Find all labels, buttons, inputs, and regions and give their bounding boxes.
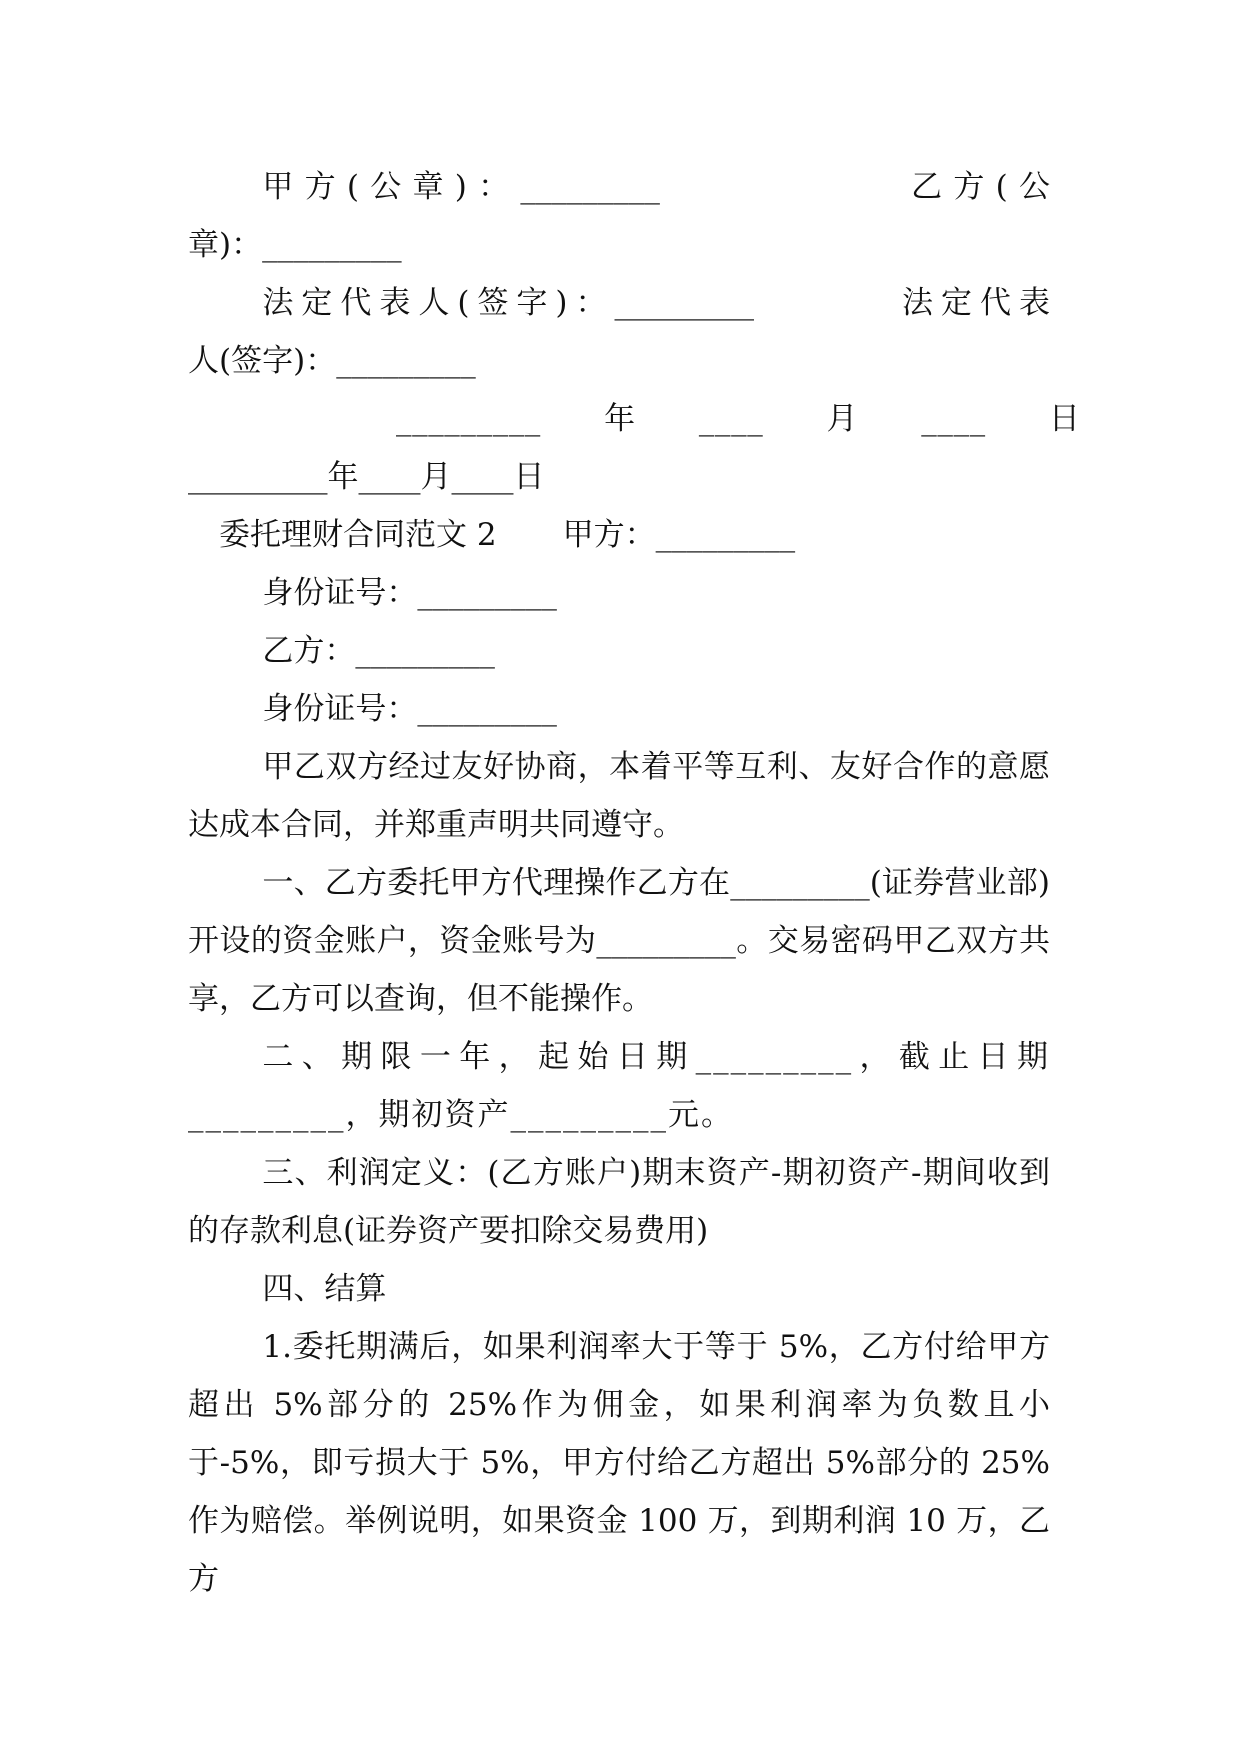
party-a-id-field: 身份证号：_________ xyxy=(262,575,557,611)
party-b-seal-line-cont xyxy=(188,216,1050,274)
paragraph-clause-4-heading: 四、结算 xyxy=(262,1271,387,1307)
party-b-legal-rep-label-start: 法定代表 xyxy=(894,285,1050,321)
contract-title-line xyxy=(188,506,1050,564)
contract-title: 委托理财合同范文 2 xyxy=(219,517,497,553)
party-b-date: _________年____月____日 xyxy=(188,459,545,495)
party-b-legal-rep-label-end: 人(签字)：_________ xyxy=(188,343,476,379)
paragraph-clause-1: 一、乙方委托甲方代理操作乙方在_________(证券营业部)开设的资金账户，资金账号为_________。交易密码甲乙双方共享，乙方可以查询，但不能操作。 xyxy=(188,865,1050,1017)
date-line-party-a xyxy=(188,390,1081,448)
party-b-id-line xyxy=(188,680,1050,738)
party-b-name-field: 乙方：_________ xyxy=(262,633,495,669)
legal-rep-line xyxy=(188,274,1050,332)
legal-rep-line-cont xyxy=(188,332,1050,390)
paragraph-agreement: 甲乙双方经过友好协商，本着平等互利、友好合作的意愿达成本合同，并郑重声明共同遵守。 xyxy=(188,749,1050,843)
party-a-id-line xyxy=(188,564,1050,622)
date-line-party-b xyxy=(188,448,1050,506)
party-b-seal-label-start: 乙方(公 xyxy=(899,169,1050,205)
paragraph-clause-3: 三、利润定义：(乙方账户)期末资产-期初资产-期间收到的存款利息(证券资产要扣除交易费用) xyxy=(188,1155,1050,1249)
party-a-date: _________ 年 ____ 月 ____ 日 xyxy=(396,401,1081,437)
party-a-legal-rep-label: 法定代表人(签字)：_________ xyxy=(262,285,755,321)
paragraph-clause-2: 二、期限一年，起始日期_________，截止日期_________，期初资产_________元。 xyxy=(188,1039,1050,1133)
party-b-name-line xyxy=(188,622,1050,680)
party-a-name-field: 甲方：_________ xyxy=(562,517,796,553)
party-b-seal-label-end: 章)：_________ xyxy=(188,227,402,263)
party-a-seal-label: 甲方(公章)：_________ xyxy=(262,169,660,205)
signature-party-a-seal-line xyxy=(188,158,1050,216)
document-body xyxy=(188,158,1081,1608)
party-b-id-field: 身份证号：_________ xyxy=(262,691,557,727)
paragraph-clause-4-1: 1.委托期满后，如果利润率大于等于 5%，乙方付给甲方超出 5%部分的 25%作为佣金，如果利润率为负数且小于-5%，即亏损大于 5%，甲方付给乙方超出 5%部分的 25%作为赔偿。举例说明，如果资金 100 万，到期利润 10 万，乙方 xyxy=(188,1329,1050,1597)
